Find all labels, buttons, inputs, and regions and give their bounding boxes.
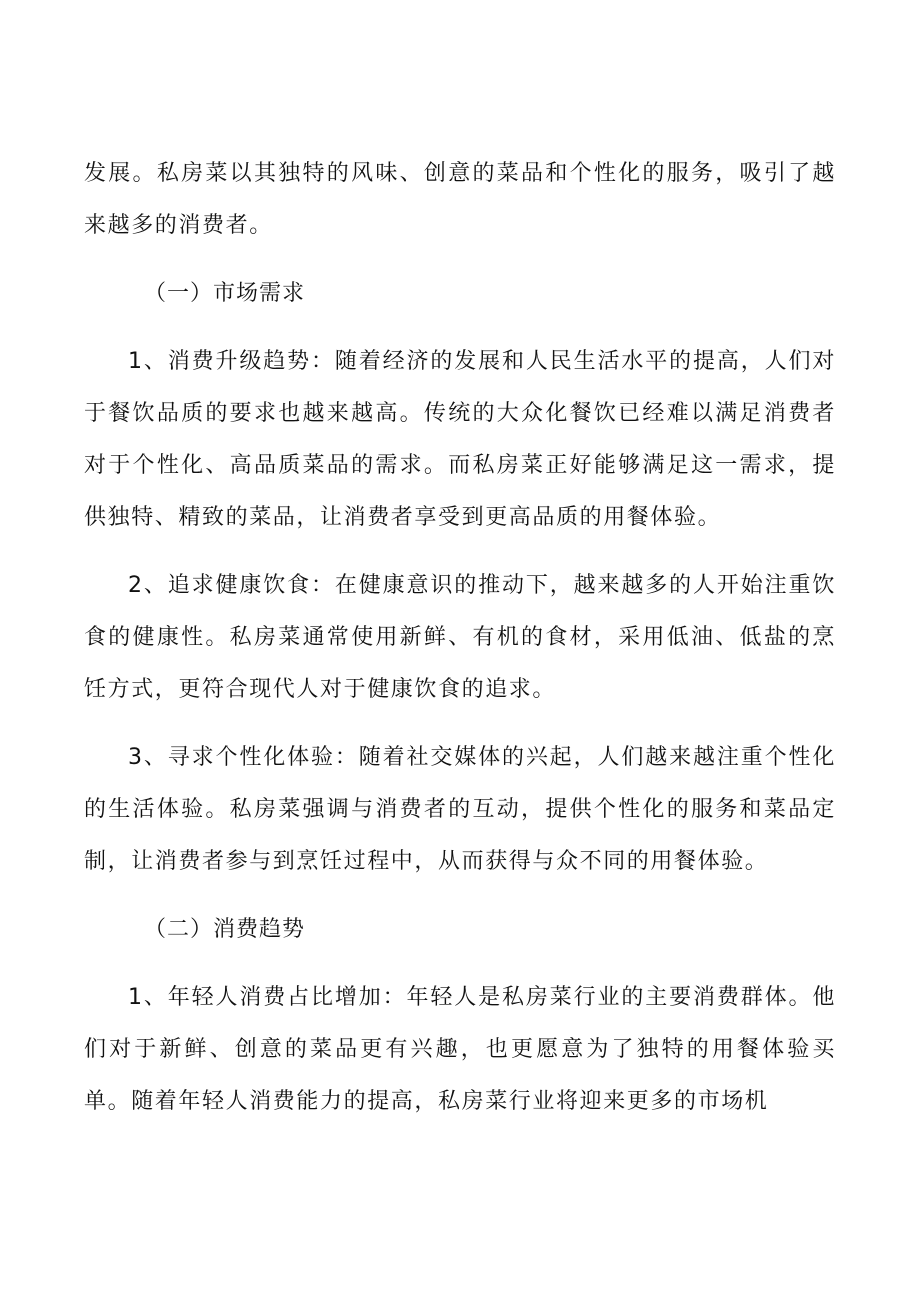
paragraph-young-consumers: 1、年轻人消费占比增加：年轻人是私房菜行业的主要消费群体。他们对于新鲜、创意的菜品更有兴趣，也更愿意为了独特的用餐体验买单。随着年轻人消费能力的提高，私房菜行业将迎来更多的市场机: [84, 985, 836, 1114]
paragraph-intro-continuation: 发展。私房菜以其独特的风味、创意的菜品和个性化的服务，吸引了越来越多的消费者。: [84, 161, 836, 238]
paragraph-gap: [84, 320, 836, 336]
paragraph-gap: [84, 956, 836, 972]
paragraph-healthy-diet: 2、追求健康饮食：在健康意识的推动下，越来越多的人开始注重饮食的健康性。私房菜通常使用新鲜、有机的食材，采用低油、低盐的烹饪方式，更符合现代人对于健康饮食的追求。: [84, 573, 836, 702]
paragraph-consumption-upgrade: 1、消费升级趋势：随着经济的发展和人民生活水平的提高，人们对于餐饮品质的要求也越来越高。传统的大众化餐饮已经难以满足消费者对于个性化、高品质菜品的需求。而私房菜正好能够满足这一需求，提供独特、精致的菜品，让消费者享受到更高品质的用餐体验。: [84, 349, 836, 530]
paragraph-gap: [84, 716, 836, 732]
paragraph-gap: [84, 252, 836, 268]
paragraph-gap: [84, 544, 836, 560]
section-heading-consumption-trends: （二）消费趋势: [144, 917, 306, 942]
paragraph-personalized-experience: 3、寻求个性化体验：随着社交媒体的兴起，人们越来越注重个性化的生活体验。私房菜强调与消费者的互动，提供个性化的服务和菜品定制，让消费者参与到烹饪过程中，从而获得与众不同的用餐体验。: [84, 745, 836, 874]
paragraph-gap: [84, 888, 836, 904]
section-heading-market-demand: （一）市场需求: [144, 281, 306, 306]
document-body: [84, 148, 836, 1128]
